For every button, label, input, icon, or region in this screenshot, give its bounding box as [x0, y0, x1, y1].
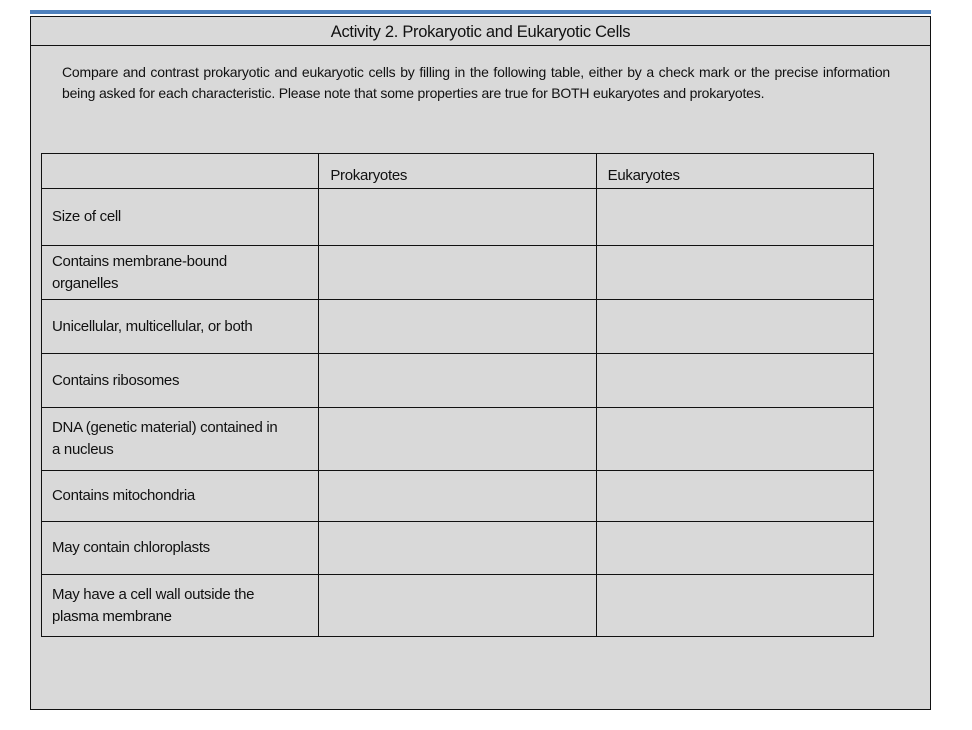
- table-row: [42, 575, 874, 637]
- comparison-table: [41, 153, 874, 637]
- eukaryotes-answer-cell[interactable]: [596, 354, 873, 408]
- eukaryotes-answer-cell[interactable]: [596, 246, 873, 300]
- eukaryotes-answer-cell[interactable]: [596, 471, 873, 522]
- row-label-cell-wall: May have a cell wall outside the plasma membrane: [42, 575, 319, 637]
- row-label-dna-nucleus: DNA (genetic material) contained in a nucleus: [42, 408, 319, 471]
- table-row: [42, 189, 874, 246]
- prokaryotes-answer-cell[interactable]: [319, 575, 596, 637]
- row-label-membrane-organelles: Contains membrane-bound organelles: [42, 246, 319, 300]
- table-row: [42, 246, 874, 300]
- header-cell-blank: [42, 154, 319, 189]
- table-header-row: [42, 154, 874, 189]
- row-label-cell-size: Size of cell: [42, 189, 319, 246]
- table-row: [42, 354, 874, 408]
- prokaryotes-answer-cell[interactable]: [319, 354, 596, 408]
- prokaryotes-answer-cell[interactable]: [319, 246, 596, 300]
- row-label-cellularity: Unicellular, multicellular, or both: [42, 300, 319, 354]
- table-row: [42, 408, 874, 471]
- prokaryotes-answer-cell[interactable]: [319, 189, 596, 246]
- row-label-ribosomes: Contains ribosomes: [42, 354, 319, 408]
- table-row: [42, 300, 874, 354]
- header-rule: [30, 10, 931, 14]
- activity-instructions: Compare and contrast prokaryotic and eukaryotic cells by filling in the following table, either by a check mark or the precise information being asked for each characteristic. Please note that some properties are true for BOTH eukaryotes and prokaryotes.: [62, 64, 890, 101]
- header-eukaryotes: Eukaryotes: [596, 154, 873, 189]
- row-label-mitochondria: Contains mitochondria: [42, 471, 319, 522]
- row-label-chloroplasts: May contain chloroplasts: [42, 522, 319, 575]
- prokaryotes-answer-cell[interactable]: [319, 300, 596, 354]
- table-row: [42, 522, 874, 575]
- header-prokaryotes: Prokaryotes: [319, 154, 596, 189]
- eukaryotes-answer-cell[interactable]: [596, 300, 873, 354]
- table-row: [42, 471, 874, 522]
- prokaryotes-answer-cell[interactable]: [319, 408, 596, 471]
- eukaryotes-answer-cell[interactable]: [596, 575, 873, 637]
- eukaryotes-answer-cell[interactable]: [596, 522, 873, 575]
- activity-panel: [30, 16, 931, 710]
- activity-title: Activity 2. Prokaryotic and Eukaryotic Cells: [31, 17, 930, 46]
- prokaryotes-answer-cell[interactable]: [319, 471, 596, 522]
- eukaryotes-answer-cell[interactable]: [596, 408, 873, 471]
- prokaryotes-answer-cell[interactable]: [319, 522, 596, 575]
- eukaryotes-answer-cell[interactable]: [596, 189, 873, 246]
